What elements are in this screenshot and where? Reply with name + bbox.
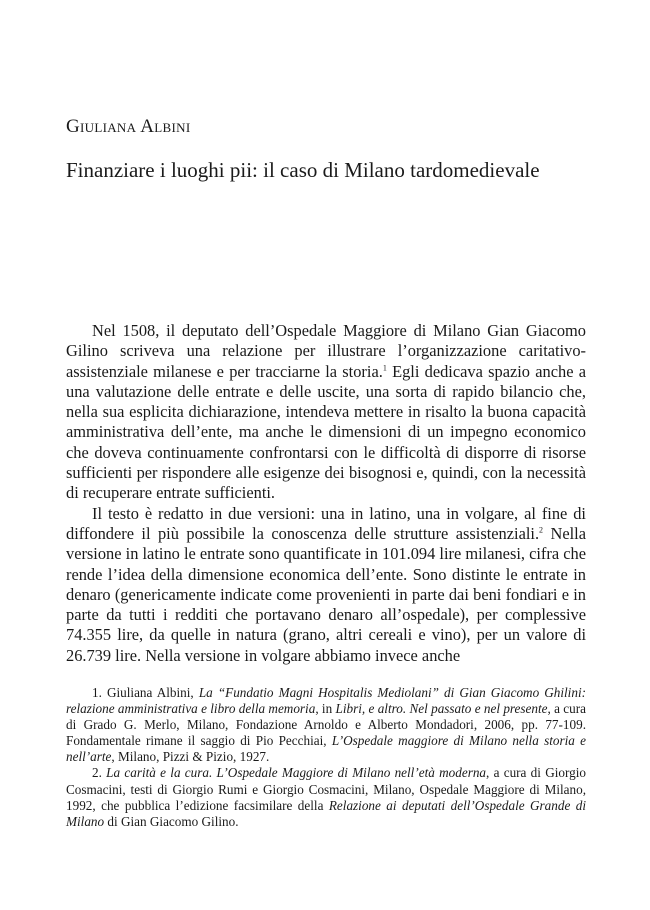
footnote-italic: La carità e la cura. L’Ospedale Maggiore di Milano nell’età moderna	[106, 765, 487, 781]
footnote-text: , Milano, Pizzi & Pizio, 1927.	[111, 749, 270, 765]
footnote	[66, 685, 586, 765]
paragraph-text: Nel 1508, il deputato dell’Ospedale Maggiore di Milano Gian Giacomo Gilino scriveva una relazione per illustrare l’organizzazione caritativo-assistenziale milanese e per tracciarne la storia.	[66, 321, 586, 381]
paragraph-text: Il testo è redatto in due versioni: una in latino, una in volgare, al fine di diffondere il più possibile la conoscenza delle strutture assistenziali.	[66, 503, 586, 543]
paragraph-text: Egli dedicava spazio anche a una valutazione delle entrate e delle uscite, una sorta di rapido bilancio che, nella sua esplicita dichiarazione, intendeva mettere in risalto la buona capacità amministrativa dell’ente, ma anche le dimensioni di un impegno economico che doveva continuamente confrontarsi con le difficoltà di disporre di risorse sufficienti per rispondere alle esigenze dei bisognosi e, quindi, con la necessità di recuperare entrate sufficienti.	[66, 361, 586, 503]
footnotes	[66, 685, 586, 830]
footnote-ref[interactable]: 1	[382, 363, 387, 373]
footnote-text: 2.	[92, 765, 107, 781]
author-name: Giuliana Albini	[66, 116, 191, 137]
footnote-italic: Relazione ai deputati dell’Ospedale Grande di Milano	[66, 797, 587, 829]
footnote-ref[interactable]: 2	[539, 525, 544, 535]
footnote-italic: La “Fundatio Magni Hospitalis Mediolani” di Gian Giacomo Ghilini: relazione amministrativa e libro della memoria	[66, 685, 586, 717]
article-title: Finanziare i luoghi pii: il caso di Milano tardomedievale	[66, 158, 540, 182]
footnote-text: , in	[315, 701, 336, 717]
footnote-text: di Gian Giacomo Gilino.	[104, 813, 239, 829]
paragraph-text: Nella versione in latino le entrate sono quantificate in 101.094 lire milanesi, cifra che rende l’idea della dimensione economica dell’ente. Sono distinte le entrate in denaro (genericamente indicate come provenienti in parte dai beni fondiari e in parte da tutti i redditi che portavano denaro all’ospedale), per complessive 74.355 lire, da quelle in natura (grano, altri cereali e vino), per un valore di 26.739 lire. Nella versione in volgare abbiamo invece anche	[66, 523, 586, 665]
footnote-text: 1. Giuliana Albini,	[92, 685, 199, 700]
footnote-italic: Libri, e altro. Nel passato e nel presente	[335, 701, 548, 717]
body-paragraph	[66, 321, 586, 504]
footnote-text: , a cura di Grado G. Merlo, Milano, Fondazione Arnoldo e Alberto Mondadori, 2006, pp. 77-109. Fondamentale rimane il saggio di Pio Pecchiai,	[66, 701, 586, 749]
footnote	[66, 765, 586, 829]
footnote-italic: L’Ospedale maggiore di Milano nella storia e nell’arte	[66, 733, 586, 765]
footnote-text: , a cura di Giorgio Cosmacini, testi di Giorgio Rumi e Giorgio Cosmacini, Milano, Ospedale Maggiore di Milano, 1992, che pubblica l’edizione facsimilare della	[66, 765, 587, 813]
body-text	[66, 321, 586, 666]
body-paragraph	[66, 504, 586, 666]
